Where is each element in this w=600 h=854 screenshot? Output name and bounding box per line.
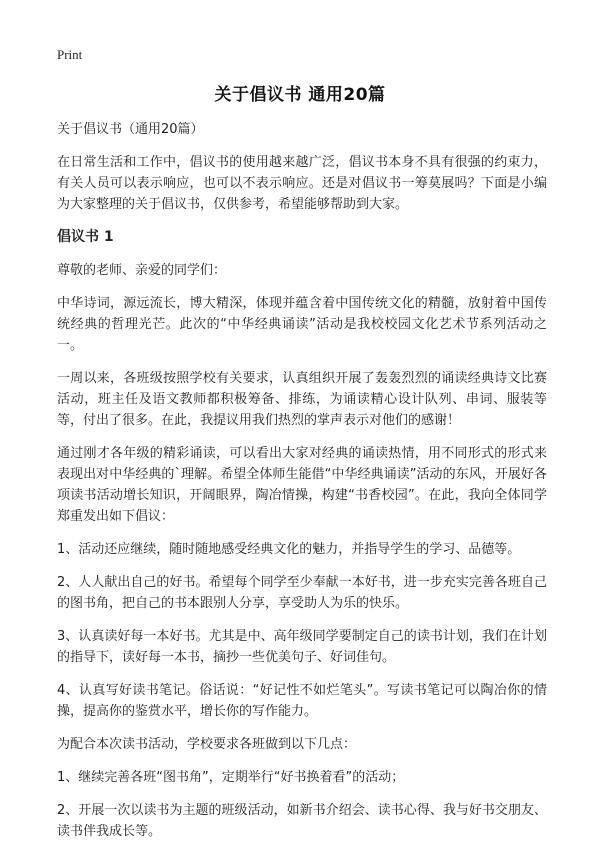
paragraph: 中华诗词，源远流长，博大精深，体现并蕴含着中国传统文化的精髓，放射着中国传统经典的哲理光芒。此次的“中华经典诵读”活动是我校校园文化艺术节系列活动之一。 (57, 296, 547, 353)
list-item: 1、继续完善各班“图书角”，定期举行“好书换着看”的活动； (57, 770, 405, 785)
paragraph: 通过刚才各年级的精彩诵读，可以看出大家对经典的诵读热情，用不同形式的形式来表现出对中华经典的`理解。希望全体师生能借“中华经典诵读”活动的东风，开展好各项读书活动增长知识，开阔眼界，陶冶情操，构建“书香校园”。在此，我向全体同学郑重发出如下倡议： (57, 446, 547, 524)
greeting: 尊敬的老师、亲爱的同学们： (57, 263, 227, 278)
page-title: 关于倡议书 通用20篇 (214, 85, 386, 105)
intro-paragraph: 在日常生活和工作中，倡议书的使用越来越广泛，倡议书本身不具有很强的约束力，有关人员可以表示响应，也可以不表示响应。还是对倡议书一筹莫展吗？下面是小编为大家整理的关于倡议书，仅供参考，希望能够帮助到大家。 (57, 155, 547, 212)
paragraph: 一周以来，各班级按照学校有关要求，认真组织开展了轰轰烈烈的诵读经典诗文比赛活动，班主任及语文教师都积极筹备、排练，为诵读精心设计队列、串词、服装等等，付出了很多。在此，我提议用我们热烈的掌声表示对他们的感谢！ (57, 371, 547, 428)
list-item: 3、认真读好每一本好书。尤其是中、高年级同学要制定自己的读书计划，我们在计划的指导下，读好每一本书，摘抄一些优美句子、好词佳句。 (57, 629, 547, 665)
list-item: 1、活动还应继续，随时随地感受经典文化的魅力，并指导学生的学习、品德等。 (57, 542, 521, 557)
paragraph: 为配合本次读书活动，学校要求各班做到以下几点： (57, 737, 357, 752)
list-item: 4、认真写好读书笔记。俗话说：“好记性不如烂笔头”。写读书笔记可以陶冶你的情操，提高你的鉴赏水平，增长你的写作能力。 (57, 683, 547, 719)
list-item: 2、人人献出自己的好书。希望每个同学至少奉献一本好书，进一步充实完善各班自己的图书角，把自己的书本跟别人分享，享受助人为乐的快乐。 (57, 575, 547, 611)
subtitle: 关于倡议书（通用20篇） (57, 122, 204, 137)
print-link[interactable]: Print (57, 47, 83, 62)
list-item: 2、开展一次以读书为主题的班级活动，如新书介绍会、读书心得、我与好书交朋友、读书伴我成长等。 (57, 803, 547, 839)
document-body (57, 119, 547, 854)
section-heading: 倡议书 1 (57, 229, 114, 245)
